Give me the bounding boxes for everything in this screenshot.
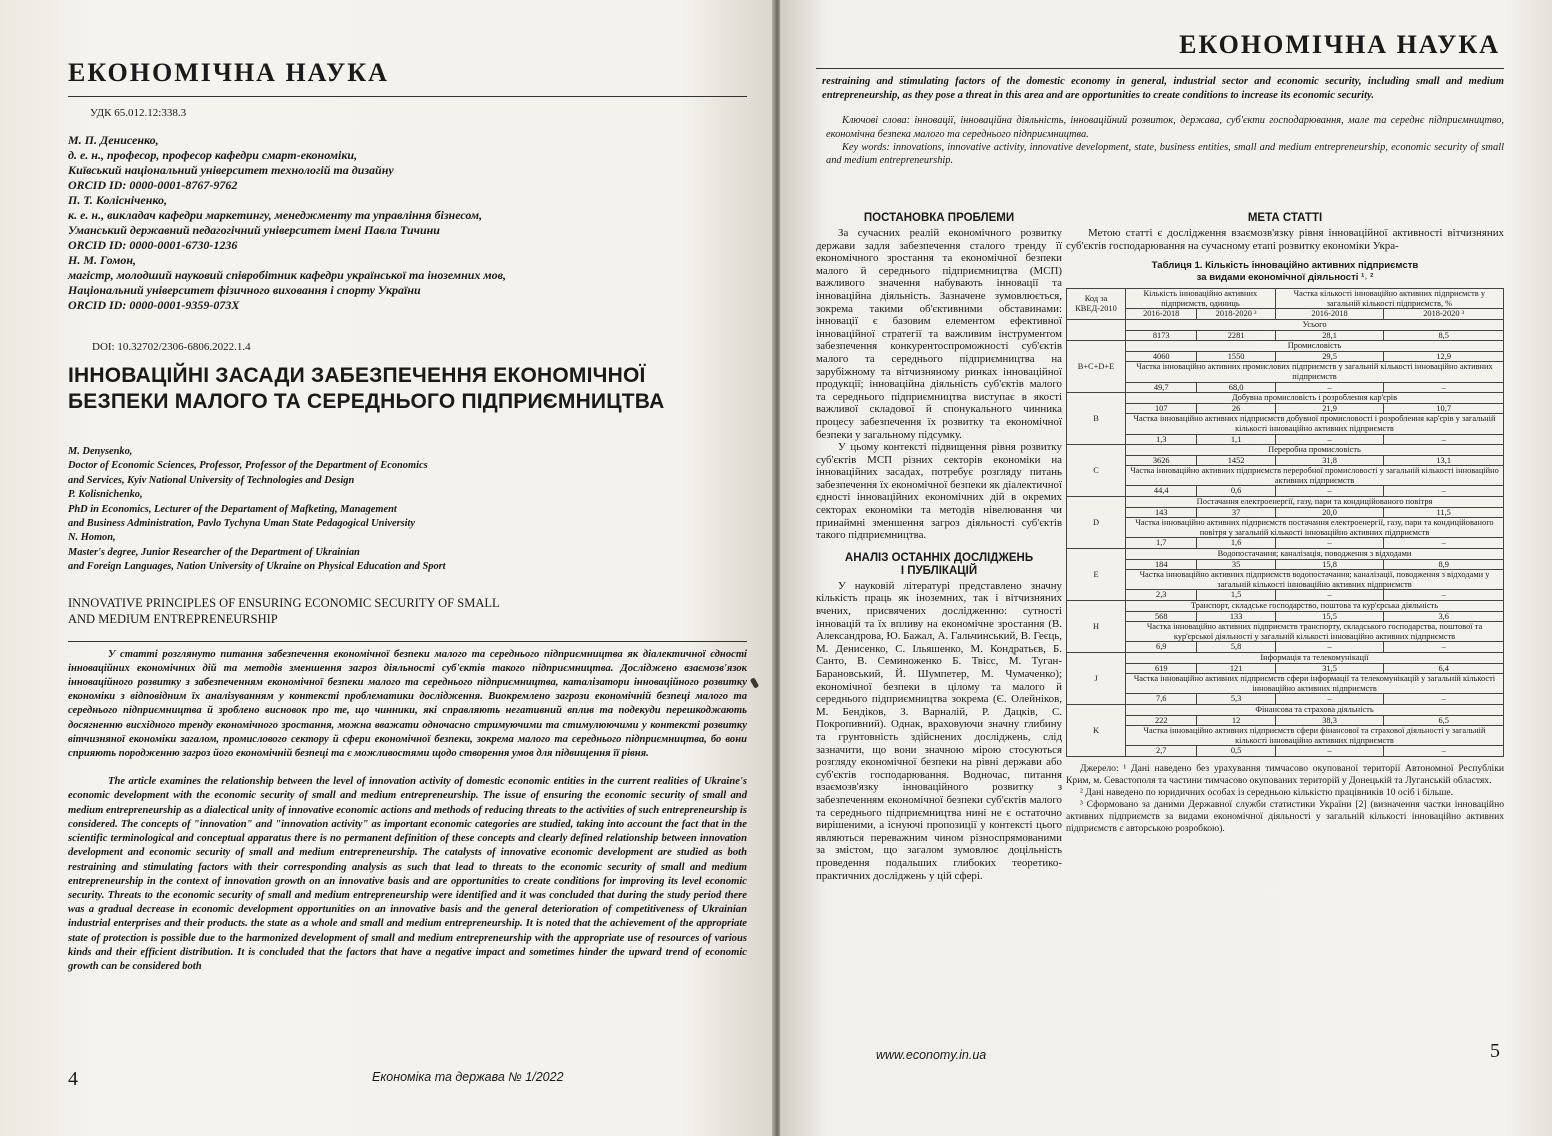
table-cell: –	[1384, 486, 1504, 497]
note: Джерело: ¹ Дані наведено без урахування тимчасово окупованої території Автономної Республіки Крим, м. Севастополя та частини тимчасово окупованих територій у Донецькій та Луганській областях.	[1066, 762, 1504, 786]
table-cell: 1550	[1197, 351, 1275, 362]
period: 2016-2018	[1275, 309, 1384, 320]
table-row	[1067, 746, 1504, 757]
author-line: магістр, молодший науковий співробітник кафедри української та іноземних мов,	[68, 268, 507, 282]
table-cell: 1,7	[1126, 538, 1197, 549]
header-rule	[68, 96, 747, 97]
page-number: 5	[1490, 1040, 1500, 1062]
table-cell: 28,1	[1275, 330, 1384, 341]
share-label: Частка інноваційно активних підприємств сфери інформації та телекомунікацій у загальній кількості інноваційно активних підприємств	[1126, 674, 1504, 694]
table-row	[1067, 351, 1504, 362]
keywords	[826, 114, 1504, 168]
table-row	[1067, 559, 1504, 570]
table-cell: 184	[1126, 559, 1197, 570]
author-line: Master's degree, Junior Researcher of the Department of Ukrainian	[68, 546, 360, 558]
section-label: Постачання електроенергії, газу, пари та кондиційованого повітря	[1126, 497, 1504, 508]
table-row	[1067, 403, 1504, 414]
table-cell: –	[1275, 434, 1384, 445]
table-cell: 1,5	[1197, 590, 1275, 601]
table-cell: 143	[1126, 507, 1197, 518]
table-cell: 568	[1126, 611, 1197, 622]
author-line: Національний університет фізичного виховання і спорту України	[68, 283, 421, 297]
title-line: INNOVATIVE PRINCIPLES OF ENSURING ECONOMIC SECURITY OF SMALL	[68, 595, 500, 610]
table-row	[1067, 518, 1504, 538]
table-row	[1067, 507, 1504, 518]
table-cell: 8,9	[1384, 559, 1504, 570]
table-cell: –	[1384, 642, 1504, 653]
author-line: M. Denysenko,	[68, 446, 133, 457]
author-line: Doctor of Economic Sciences, Professor, Professor of the Department of Economics	[68, 460, 428, 472]
table-row	[1067, 652, 1504, 663]
caption-line: за видами економічної діяльності ¹˒ ²	[1196, 272, 1374, 284]
kved-code: B+C+D+E	[1067, 341, 1126, 393]
share-label: Частка інноваційно активних підприємств добувної промисловості і розроблення кар'єрів у загальній кількості інноваційно активних підприємств	[1126, 414, 1504, 434]
table-row	[1067, 434, 1504, 445]
table-row	[1067, 341, 1504, 352]
author-line: ORCID ID: 0000-0001-6730-1236	[68, 238, 238, 252]
table-cell: 0,6	[1197, 486, 1275, 497]
table-cell: –	[1384, 538, 1504, 549]
section-label: Інформація та телекомунікації	[1126, 652, 1504, 663]
table-cell: 68,0	[1197, 382, 1275, 393]
section-heading-goal: МЕТА СТАТТІ	[1247, 212, 1323, 224]
table-cell: 1452	[1197, 455, 1275, 466]
section-label: Добувна промисловість і розроблення кар'єрів	[1126, 393, 1504, 404]
journal-url: www.economy.in.ua	[876, 1048, 987, 1062]
author-line: and Business Administration, Pavlo Tychyna Uman State Pedagogical University	[68, 518, 416, 530]
section-label: Фінансова та страхова діяльність	[1126, 704, 1504, 715]
table-row	[1067, 726, 1504, 746]
table-row	[1067, 382, 1504, 393]
table-row	[1067, 445, 1504, 456]
table-row	[1067, 590, 1504, 601]
table-cell: 6,4	[1384, 663, 1504, 674]
section-heading-analysis	[816, 552, 1062, 578]
table-cell: 4060	[1126, 351, 1197, 362]
table-row	[1067, 622, 1504, 642]
table-row	[1067, 414, 1504, 434]
table-cell: 10,7	[1384, 403, 1504, 414]
table-cell: –	[1275, 538, 1384, 549]
table-cell: 2,7	[1126, 746, 1197, 757]
abstract-en-continued: restraining and stimulating factors of the domestic economy in general, industrial sector and economic security, including small and medium entrepreneurship, as they pose a threat in this area and are opportunities to create conditions to increase its economic security.	[822, 76, 1504, 101]
udk-code: УДК 65.012.12:338.3	[90, 107, 187, 119]
keywords-en: Key words: innovations, innovative activity, innovative development, state, business entities, small and medium entrepreneurship, economic security of small and medium entrepreneurship.	[826, 142, 1504, 167]
kved-code: J	[1067, 652, 1126, 704]
table-period-row	[1067, 309, 1504, 320]
journal-title: ЕКОНОМІЧНА НАУКА	[68, 58, 389, 87]
caption-line: Таблиця 1. Кількість інноваційно активних підприємств	[1151, 260, 1419, 272]
table-cell: 11,5	[1384, 507, 1504, 518]
abstract-en: The article examines the relationship between the level of innovation activity of domestic economic entities in the current realities of Ukraine's economic development with the economic security of small and medium entrepreneurship. The issue of ensuring the economic security of small and medium entrepreneurship as a dialectical unity of innovative economic actions and methods of reducing threats to the activities of such entrepreneurship is considered. The concepts of "innovation" and "innovation activity" as important economic categories are studied, taking into account the fact that in the scientific terminological and conceptual apparatus there is no permanent definition of these concepts and clearly defined relationship between innovation development and economic security of small and medium entrepreneurship. The catalysts of innovative economic development are studied as both restraining and stimulating factors with their corresponding analysis as such that lead to threats to the economic security of small and medium entrepreneurship in the context of innovation growth on an innovative basis and are opportunities to create conditions for improving its level economic security. Threats to the economic security of small and medium entrepreneurship were identified and it was concluded that during the study period there was a gradual decrease in economic development opportunities on an innovative basis and the general deterioration of competitiveness of Ukrainian industrial enterprises and their products. the state as a whole and small and medium entrepreneurship. It is noted that the achievement of the appropriate state of protection is possible due to the harmonized development of small and medium entrepreneurship with the appropriate use of resources of various kinds and their efficient distribution. It is concluded that the factors that have a negative impact and sometimes hinder the upward trend of economic growth can be considered both	[68, 776, 747, 972]
table-cell: 12,9	[1384, 351, 1504, 362]
table-cell: 3626	[1126, 455, 1197, 466]
table-row	[1067, 393, 1504, 404]
paragraph: За сучасних реалій економічного розвитку держави задля забезпечення сталого тренду її економічного зростання та економічної безпеки малого й середнього підприємництва (МСП) важливого значення набувають інновації та інноваційна діяльність. Зазначене зумовлюється, зокрема такими об'єктивними обставинами: інновації є базовим елементом ефективної інноваційної стратегії та важливим інструментом забезпечення конкурентоспроможності суб'єктів малого та середнього підприємництва на зарубіжному та вітчизняному ринках інноваційної продукції; інноваційна діяльність суб'єктів малого та середнього підприємництва виступає в якості важливої складової й спонукального чинника процесу забезпечення їх розвитку та економічної безпеки у загальному підсумку.	[816, 227, 1062, 441]
table-cell	[1067, 319, 1126, 340]
period: 2018-2020 ³	[1384, 309, 1504, 320]
share-label: Частка інноваційно активних підприємств постачання електроенергії, газу, пари та кондиційованого повітря у загальній кількості інноваційно активних підприємств	[1126, 518, 1504, 538]
table-row	[1067, 694, 1504, 705]
table-row	[1067, 704, 1504, 715]
note: ² Дані наведено по юридичних особах із середньою кількістю працівників 10 осіб і більше.	[1080, 786, 1453, 798]
table-cell: 29,5	[1275, 351, 1384, 362]
table-row	[1067, 642, 1504, 653]
table-cell: –	[1275, 590, 1384, 601]
journal-footer: Економіка та держава № 1/2022	[372, 1070, 564, 1084]
table-cell: –	[1384, 590, 1504, 601]
paragraph: У науковій літературі представлено значну кількість праць як іноземних, так і вітчизняних вчених, присвячених дослідженню: сутності інновацій та їх впливу на економічне зростання (В. Александрова, Ю. Бажал, А. Гальчинський, В. Геєць, М. Денисенко, С. Ільяшенко, М. Кондратьєв, Б. Санто, В. Семиноженко Б. Твісс, М. Туган-Барановський, Й. Шумпетер, М. Чумаченко); економічної безпеки в цілому та малого й середнього підприємництва зокрема (Є. Олейніков, М. Бендіков, З. Варналій, Р. Дацків, С. Покропивний). Однак, враховуючи значну глибину та грунтовність здійснених досліджень, слід зазначити, що вони значною мірою стосуються розгляду економічної безпеки на рівні держави або суб'єктів господарювання. Водночас, питання взаємозв'язку інноваційного розвитку з забезпеченням економічної безпеки суб'єктів малого та середнього підприємництва нині не є остаточно вирішеними, а існуючі пропозиції у контексті цього являються переважним чином різноспрямованими за змістом, що загалом зумовлює доцільність проведення подальших глибоких теоретико-практичних досліджень у цій сфері.	[816, 579, 1062, 882]
table-cell: –	[1275, 486, 1384, 497]
table-cell: 1,6	[1197, 538, 1275, 549]
table-cell: 35	[1197, 559, 1275, 570]
table-notes	[1066, 763, 1504, 835]
table-header-row	[1067, 289, 1504, 309]
table-cell: 222	[1126, 715, 1197, 726]
table-row	[1067, 570, 1504, 590]
table-cell: 26	[1197, 403, 1275, 414]
authors-ua	[68, 133, 747, 313]
share-label: Частка інноваційно активних підприємств сфери фінансової та страхової діяльності у загальній кількості інноваційно активних підприємств	[1126, 726, 1504, 746]
table-row	[1067, 674, 1504, 694]
author-line: ORCID ID: 0000-0001-9359-073X	[68, 298, 240, 312]
title-line: AND MEDIUM ENTREPRENEURSHIP	[68, 611, 278, 626]
table-cell: 20,0	[1275, 507, 1384, 518]
table-cell: –	[1275, 746, 1384, 757]
share-label: Частка інноваційно активних підприємств переробної промисловості у загальній кількості інноваційно активних підприємств	[1126, 466, 1504, 486]
table-cell: 8,5	[1384, 330, 1504, 341]
table-cell: 31,5	[1275, 663, 1384, 674]
author-line: N. Homon,	[68, 532, 116, 544]
kved-code: C	[1067, 445, 1126, 497]
table-cell: 7,6	[1126, 694, 1197, 705]
abstract	[68, 641, 747, 974]
abstract-ua: У статті розглянуто питання забезпечення економічної безпеки малого та середнього підприємництва як діалектичної єдності інноваційних економічних дій та методів зменшення загроз діяльності суб'єктів такого підприємництва. Досліджено взаємозв'язок інноваційного розвитку з забезпеченням економічної безпеки малого та середнього підприємництва, каталізатори інноваційного розвитку економіки з відповідним їх аналізуванням у контексті проблематики дослідження. Виокремлено загрози економічній безпеці малого та середнього підприємництва й зроблено висновок про те, що чинники, які справляють негативний вплив та подекуди перешкоджають досягненню висхідного тренду економічного зростання, можна вважати одночасно стримуючими та стимулюючими у контексті розвитку вітчизняної економіки загалом, промислового сектору й сфери економічної безпеки, зокрема малого та середнього підприємництва, бо вони сприяють породженню загроз його економічній безпеці та є можливостями щодо створення умов для підвищення її рівня.	[68, 648, 747, 760]
author-line: Київський національний університет технологій та дизайну	[68, 163, 394, 177]
table-cell: 13,1	[1384, 455, 1504, 466]
section-label: Переробна промисловість	[1126, 445, 1504, 456]
header-rule	[816, 68, 1504, 69]
author-line: М. П. Денисенко,	[68, 133, 159, 147]
table-cell: –	[1275, 642, 1384, 653]
table-cell: 5,8	[1197, 642, 1275, 653]
table-cell: 12	[1197, 715, 1275, 726]
author-line: ORCID ID: 0000-0001-8767-9762	[68, 178, 238, 192]
table-cell: 121	[1197, 663, 1275, 674]
table-cell: 619	[1126, 663, 1197, 674]
table-row	[1067, 319, 1504, 330]
share-label: Частка інноваційно активних підприємств водопостачання; каналізації, поводження з відходами у загальній кількості інноваційно активних підприємств	[1126, 570, 1504, 590]
table-cell: –	[1275, 382, 1384, 393]
kved-code: B	[1067, 393, 1126, 445]
author-line: к. е. н., викладач кафедри маркетингу, менеджменту та управління бізнесом,	[68, 208, 483, 222]
table-row	[1067, 715, 1504, 726]
table-cell: 31,8	[1275, 455, 1384, 466]
table-row	[1067, 549, 1504, 560]
table-cell: 0,5	[1197, 746, 1275, 757]
table-cell: 3,6	[1384, 611, 1504, 622]
keywords-ua: Ключові слова: інновації, інноваційна діяльність, інноваційний розвиток, держава, суб'єкти господарювання, мале та середнє підприємництво, економічна безпека малого та середнього підприємництва.	[826, 115, 1504, 140]
note: ³ Сформовано за даними Державної служби статистики України [2] (визначення частки інноваційно активних підприємств за видами економічної діяльності у загальній кількості інноваційно активних підприємств є авторською розробкою).	[1066, 798, 1504, 834]
share-label: Частка інноваційно активних підприємств транспорту, складського господарства, поштової та кур'єрської діяльності у загальній кількості інноваційно активних підприємств	[1126, 622, 1504, 642]
author-line: and Services, Kyiv National University of Technologies and Design	[68, 474, 355, 486]
table-cell: 49,7	[1126, 382, 1197, 393]
table-cell: –	[1384, 434, 1504, 445]
table-row	[1067, 466, 1504, 486]
section-label: Усього	[1126, 319, 1504, 330]
author-line: and Foreign Languages, Nation University of Ukraine on Physical Education and Sport	[68, 561, 446, 573]
header-code: Код за КВЕД-2010	[1067, 289, 1126, 320]
period: 2016-2018	[1126, 309, 1197, 320]
title-line: БЕЗПЕКИ МАЛОГО ТА СЕРЕДНЬОГО ПІДПРИЄМНИЦТВА	[68, 390, 665, 413]
section-label: Транспорт, складське господарство, поштова та кур'єрська діяльність	[1126, 601, 1504, 612]
table-cell: –	[1275, 694, 1384, 705]
table-cell: 2281	[1197, 330, 1275, 341]
table-row	[1067, 330, 1504, 341]
left-column	[816, 212, 1062, 882]
table-row	[1067, 497, 1504, 508]
table-row	[1067, 362, 1504, 382]
author-line: P. Kolisnichenko,	[68, 489, 143, 501]
author-line: Уманський державний педагогічний університет імені Павла Тичини	[68, 223, 440, 237]
table-cell: 133	[1197, 611, 1275, 622]
table-caption	[1066, 260, 1504, 284]
section-label: Водопостачання; каналізація, поводження з відходами	[1126, 549, 1504, 560]
table-cell: 21,9	[1275, 403, 1384, 414]
table-cell: –	[1384, 694, 1504, 705]
kved-code: D	[1067, 497, 1126, 549]
table-cell: 6,5	[1384, 715, 1504, 726]
article-title-ua	[68, 363, 747, 415]
heading-line: АНАЛІЗ ОСТАННІХ ДОСЛІДЖЕНЬ	[844, 551, 1034, 564]
paragraph: Метою статті є дослідження взаємозв'язку рівня інноваційної активності вітчизняних суб'єктів господарювання на сучасному етапі розвитку економіки Укра-	[1066, 227, 1504, 252]
table-body	[1067, 319, 1504, 756]
table-cell: 2,3	[1126, 590, 1197, 601]
table-cell: 38,3	[1275, 715, 1384, 726]
paragraph: У цьому контексті підвищення рівня розвитку суб'єктів МСП різних секторів економіки на інноваційних засадах, потребує розгляду питань забезпечення їх економічної безпеки як діалектичної єдності інноваційних економічних дій в окремих секторах економіки та методів нівелювання чи принаймні зменшення загроз діяльності суб'єктів такого підприємництва.	[816, 441, 1062, 542]
author-line: П. Т. Колісніченко,	[68, 193, 168, 207]
journal-title: ЕКОНОМІЧНА НАУКА	[1179, 30, 1500, 59]
article-title-en	[68, 595, 747, 627]
table-cell: 44,4	[1126, 486, 1197, 497]
right-page	[780, 0, 1552, 1136]
table-cell: 37	[1197, 507, 1275, 518]
page-number: 4	[68, 1068, 78, 1090]
author-line: д. е. н., професор, професор кафедри смарт-економіки,	[68, 148, 358, 162]
share-label: Частка інноваційно активних промислових підприємств у загальній кількості інноваційно активних підприємств	[1126, 362, 1504, 382]
header-share: Частка кількості інноваційно активних підприємств у загальній кількості підприємств, %	[1275, 289, 1503, 309]
table-cell: 5,3	[1197, 694, 1275, 705]
heading-line: І ПУБЛІКАЦІЙ	[900, 564, 978, 577]
innovation-table	[1066, 288, 1504, 757]
left-page	[0, 0, 775, 1136]
period: 2018-2020 ³	[1197, 309, 1275, 320]
authors-en	[68, 445, 747, 575]
table-cell: 107	[1126, 403, 1197, 414]
doi: DOI: 10.32702/2306-6806.2022.1.4	[92, 341, 251, 353]
table-cell: 8173	[1126, 330, 1197, 341]
table-cell: 1,3	[1126, 434, 1197, 445]
author-line: Н. М. Гомон,	[68, 253, 137, 267]
table-cell: 1,1	[1197, 434, 1275, 445]
table-row	[1067, 663, 1504, 674]
header-count: Кількість інноваційно активних підприємств, одиниць	[1126, 289, 1276, 309]
author-line: PhD in Economics, Lecturer of the Departament of Mafketing, Management	[68, 503, 397, 515]
table-row	[1067, 601, 1504, 612]
table-cell: 15,5	[1275, 611, 1384, 622]
table-cell: 6,9	[1126, 642, 1197, 653]
title-line: ІННОВАЦІЙНІ ЗАСАДИ ЗАБЕЗПЕЧЕННЯ ЕКОНОМІЧНОЇ	[68, 364, 646, 387]
kved-code: K	[1067, 704, 1126, 756]
kved-code: H	[1067, 601, 1126, 653]
right-column	[1066, 212, 1504, 835]
table-row	[1067, 611, 1504, 622]
section-heading-problem: ПОСТАНОВКА ПРОБЛЕМИ	[863, 212, 1015, 224]
table-row	[1067, 486, 1504, 497]
kved-code: E	[1067, 549, 1126, 601]
table-cell: –	[1384, 382, 1504, 393]
table-cell: –	[1384, 746, 1504, 757]
table-cell: 15,8	[1275, 559, 1384, 570]
table-row	[1067, 538, 1504, 549]
section-label: Промисловість	[1126, 341, 1504, 352]
table-row	[1067, 455, 1504, 466]
